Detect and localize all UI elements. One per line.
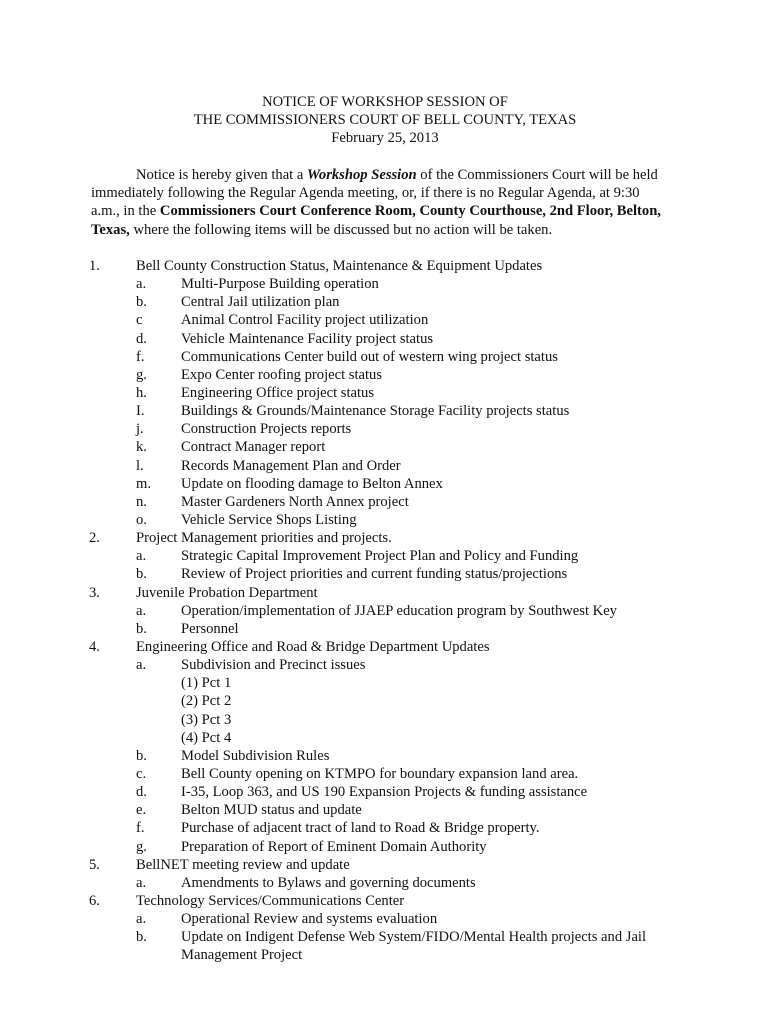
notice-text: of the Commissioners Court will be held [416, 167, 658, 183]
subitem-text: (2) Pct 2 [181, 693, 232, 710]
subitem-text: (1) Pct 1 [181, 675, 232, 692]
agenda-subitem [0, 692, 770, 710]
agenda-subitem [0, 330, 770, 348]
subitem-letter: g. [136, 366, 147, 383]
item-text: Bell County Construction Status, Maintenance & Equipment Updates [136, 258, 543, 274]
subitem-text: Vehicle Maintenance Facility project status [181, 330, 434, 347]
subitem-letter: a. [136, 276, 147, 293]
subitem-letter: l. [136, 457, 144, 474]
item-text: BellNET meeting review and update [136, 856, 350, 873]
agenda-subitem [0, 402, 770, 420]
agenda-subitem [0, 765, 770, 783]
agenda-subitem [0, 438, 770, 456]
notice-text: immediately following the Regular Agenda meeting, or, if there is no Regular Agenda, at 9:30 [91, 185, 640, 202]
agenda-item [0, 892, 770, 910]
subitem-text: Update on Indigent Defense Web System/FIDO/Mental Health projects and Jail [181, 929, 647, 946]
agenda-subitem [0, 819, 770, 837]
header-title-line1: NOTICE OF WORKSHOP SESSION OF [262, 94, 508, 110]
agenda-subitem [0, 475, 770, 493]
notice-text: where the following items will be discussed but no action will be taken. [129, 221, 553, 238]
header-title-line2: THE COMMISSIONERS COURT OF BELL COUNTY, TEXAS [193, 112, 577, 128]
subitem-text: Expo Center roofing project status [181, 366, 383, 383]
subitem-letter: a. [136, 602, 147, 619]
item-text: Technology Services/Communications Center [136, 892, 405, 909]
notice-emphasis: Texas, [91, 221, 130, 238]
agenda-subitem [0, 946, 770, 964]
subitem-letter: b. [136, 929, 147, 946]
subitem-letter: m. [136, 475, 151, 492]
subitem-letter: f. [136, 820, 145, 837]
item-text: Juvenile Probation Department [136, 584, 318, 601]
header-date: February 25, 2013 [331, 130, 439, 146]
agenda-item [0, 257, 770, 275]
subitem-text: Management Project [181, 947, 303, 964]
subitem-letter: a. [136, 548, 147, 565]
item-number: 5. [89, 856, 100, 873]
subitem-letter: o. [136, 511, 147, 528]
agenda-subitem [0, 656, 770, 674]
subitem-letter: h. [136, 384, 147, 401]
notice-line [91, 221, 691, 239]
agenda-item [0, 856, 770, 874]
subitem-text: Subdivision and Precinct issues [181, 657, 366, 674]
agenda-subitem [0, 348, 770, 366]
notice-emphasis: Workshop Session [307, 167, 417, 183]
subitem-text: Update on flooding damage to Belton Annex [181, 475, 443, 492]
subitem-text: Belton MUD status and update [181, 802, 362, 819]
subitem-letter: f. [136, 348, 145, 365]
subitem-text: (4) Pct 4 [181, 729, 232, 746]
subitem-letter: e. [136, 802, 147, 819]
agenda-item [0, 529, 770, 547]
subitem-text: Vehicle Service Shops Listing [181, 511, 357, 528]
agenda-subitem [0, 838, 770, 856]
subitem-letter: c [136, 312, 143, 329]
item-text: Engineering Office and Road & Bridge Department Updates [136, 638, 490, 655]
agenda-subitem [0, 366, 770, 384]
agenda-subitem [0, 674, 770, 692]
notice-text: Notice is hereby given that a [136, 167, 308, 183]
agenda-item [0, 638, 770, 656]
agenda-subitem [0, 729, 770, 747]
subitem-text: Operational Review and systems evaluation [181, 911, 438, 928]
agenda-subitem [0, 783, 770, 801]
subitem-text: (3) Pct 3 [181, 711, 232, 728]
subitem-letter: j. [136, 421, 144, 438]
agenda-subitem [0, 928, 770, 946]
subitem-text: Model Subdivision Rules [181, 747, 330, 764]
subitem-letter: a. [136, 657, 147, 674]
agenda-list [0, 257, 770, 964]
notice-line [91, 166, 691, 184]
agenda-subitem [0, 493, 770, 511]
agenda-subitem [0, 620, 770, 638]
subitem-letter: d. [136, 784, 147, 801]
agenda-subitem [0, 747, 770, 765]
subitem-letter: k. [136, 439, 147, 456]
agenda-subitem [0, 874, 770, 892]
subitem-text: Engineering Office project status [181, 384, 375, 401]
subitem-letter: b. [136, 566, 147, 583]
subitem-letter: b. [136, 294, 147, 311]
notice-emphasis: Commissioners Court Conference Room, County Courthouse, 2nd Floor, Belton, [159, 203, 661, 220]
agenda-subitem [0, 311, 770, 329]
subitem-letter: b. [136, 747, 147, 764]
agenda-item [0, 584, 770, 602]
item-number: 6. [89, 892, 100, 909]
subitem-text: Operation/implementation of JJAEP education program by Southwest Key [181, 602, 617, 619]
agenda-subitem [0, 910, 770, 928]
item-number: 1. [89, 258, 100, 274]
subitem-text: Construction Projects reports [181, 421, 352, 438]
notice-line [91, 184, 691, 202]
agenda-subitem [0, 565, 770, 583]
agenda-subitem [0, 457, 770, 475]
subitem-letter: a. [136, 911, 147, 928]
subitem-text: Communications Center build out of western wing project status [181, 348, 558, 365]
subitem-text: Multi-Purpose Building operation [181, 276, 379, 293]
agenda-subitem [0, 547, 770, 565]
subitem-letter: I. [136, 403, 145, 420]
notice-paragraph [91, 166, 691, 239]
agenda-subitem [0, 511, 770, 529]
subitem-text: Amendments to Bylaws and governing documents [181, 874, 476, 891]
subitem-text: Records Management Plan and Order [181, 457, 401, 474]
item-text: Project Management priorities and projects. [136, 530, 392, 547]
agenda-subitem [0, 293, 770, 311]
agenda-subitem [0, 801, 770, 819]
subitem-text: Master Gardeners North Annex project [181, 493, 409, 510]
agenda-subitem [0, 420, 770, 438]
item-number: 4. [89, 638, 100, 655]
subitem-text: Strategic Capital Improvement Project Plan and Policy and Funding [181, 548, 579, 565]
subitem-text: Review of Project priorities and current funding status/projections [181, 566, 568, 583]
subitem-letter: b. [136, 620, 147, 637]
agenda-subitem [0, 384, 770, 402]
agenda-subitem [0, 711, 770, 729]
subitem-letter: d. [136, 330, 147, 347]
document-header [0, 93, 770, 147]
subitem-text: Personnel [181, 620, 239, 637]
subitem-letter: g. [136, 838, 147, 855]
agenda-subitem [0, 275, 770, 293]
subitem-text: Buildings & Grounds/Maintenance Storage Facility projects status [181, 403, 570, 420]
subitem-text: Animal Control Facility project utilization [181, 312, 429, 329]
subitem-text: I-35, Loop 363, and US 190 Expansion Projects & funding assistance [181, 784, 588, 801]
agenda-subitem [0, 602, 770, 620]
subitem-text: Preparation of Report of Eminent Domain Authority [181, 838, 487, 855]
notice-text: a.m., in the [91, 203, 160, 220]
subitem-letter: n. [136, 493, 147, 510]
subitem-text: Central Jail utilization plan [181, 294, 340, 311]
subitem-letter: a. [136, 874, 147, 891]
notice-line [91, 202, 691, 220]
item-number: 2. [89, 530, 100, 547]
subitem-text: Bell County opening on KTMPO for boundary expansion land area. [181, 765, 579, 782]
item-number: 3. [89, 584, 100, 601]
subitem-text: Purchase of adjacent tract of land to Road & Bridge property. [181, 820, 540, 837]
subitem-letter: c. [136, 765, 147, 782]
subitem-text: Contract Manager report [181, 439, 326, 456]
